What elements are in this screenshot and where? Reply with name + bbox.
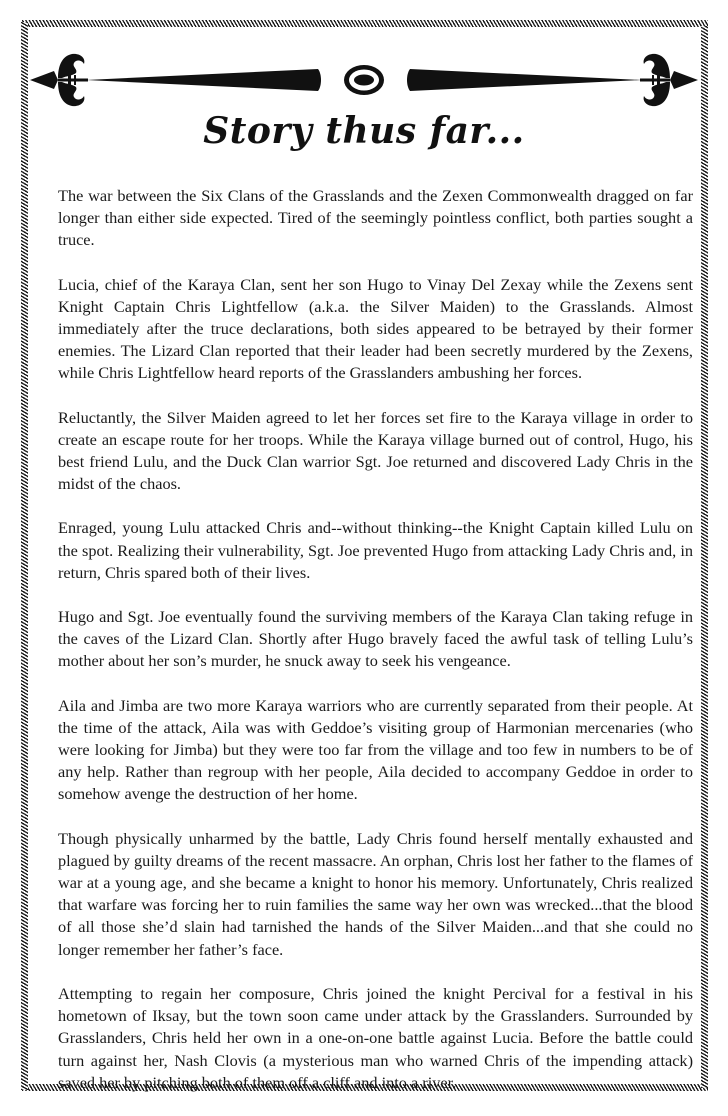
paragraph-6: Aila and Jimba are two more Karaya warriors who are currently separated from their people. At the time of the attack, Aila was with Geddoe’s visiting group of Harmonian mercenaries (who were looking for Jimba) but they were too far from the village and too few in numbers to be of any help. Rather than regroup with her people, Aila decided to accompany Geddoe in order to somehow avenge the destruction of her home. <box>58 695 693 804</box>
story-body <box>58 185 693 1116</box>
border-top <box>22 20 708 27</box>
paragraph-1: The war between the Six Clans of the Grasslands and the Zexen Commonwealth dragged on far longer than either side expected. Tired of the seemingly pointless conflict, both parties sought a truce. <box>58 186 693 250</box>
fleur-de-lis-divider-icon <box>28 50 700 110</box>
paragraph-3: Reluctantly, the Silver Maiden agreed to let her forces set fire to the Karaya village in order to create an escape route for her troops. While the Karaya village burned out of control, Hugo, his best friend Lulu, and the Duck Clan warrior Sgt. Joe returned and discovered Lady Chris in the midst of the chaos. <box>58 407 693 494</box>
border-right <box>701 26 708 1088</box>
paragraph-4: Enraged, young Lulu attacked Chris and--without thinking--the Knight Captain killed Lulu on the spot. Realizing their vulnerability, Sgt. Joe prevented Hugo from attacking Lady Chris and, in return, Chris spared both of their lives. <box>58 518 693 582</box>
right-fleur-de-lis-icon <box>407 54 698 106</box>
page-title: Story thus far... <box>203 110 525 152</box>
paragraph-2: Lucia, chief of the Karaya Clan, sent her son Hugo to Vinay Del Zexay while the Zexens sent Knight Captain Chris Lightfellow (a.k.a. the Silver Maiden) to the Grasslands. Almost immediately after the truce declarations, both sides appeared to be betrayed by their former enemies. The Lizard Clan reported that their leader had been secretly murdered by the Zexens, while Chris Lightfellow heard reports of the Grasslanders ambushing her forces. <box>58 274 693 383</box>
paragraph-8: Attempting to regain her composure, Chris joined the knight Percival for a festival in his hometown of Iksay, but the town soon came under attack by the Grasslanders. Surrounded by Grasslanders, Chris held her own in a one-on-one battle against Lucia. Before the battle could turn against her, Nash Clovis (a mysterious man who warned Chris of the impending attack) saved her by pitching both of them off a cliff and into a river. <box>58 983 693 1092</box>
border-left <box>21 22 28 1090</box>
paragraph-5: Hugo and Sgt. Joe eventually found the surviving members of the Karaya Clan taking refuge in the caves of the Lizard Clan. Shortly after Hugo bravely faced the awful task of telling Lulu’s mother about her son’s murder, he snuck away to seek his vengeance. <box>58 607 693 671</box>
center-medallion-icon <box>344 65 384 95</box>
left-fleur-de-lis-icon <box>30 54 321 106</box>
paragraph-7: Though physically unharmed by the battle, Lady Chris found herself mentally exhausted and plagued by guilty dreams of the recent massacre. An orphan, Chris lost her father to the flames of war at a young age, and she became a knight to honor his memory. Unfortunately, Chris realized that warfare was forcing her to ruin families the same way her own was wrecked...that the blood of all those she’d slain had tarnished the hands of the Silver Maiden...and that she could no longer remember her father’s face. <box>58 828 693 959</box>
